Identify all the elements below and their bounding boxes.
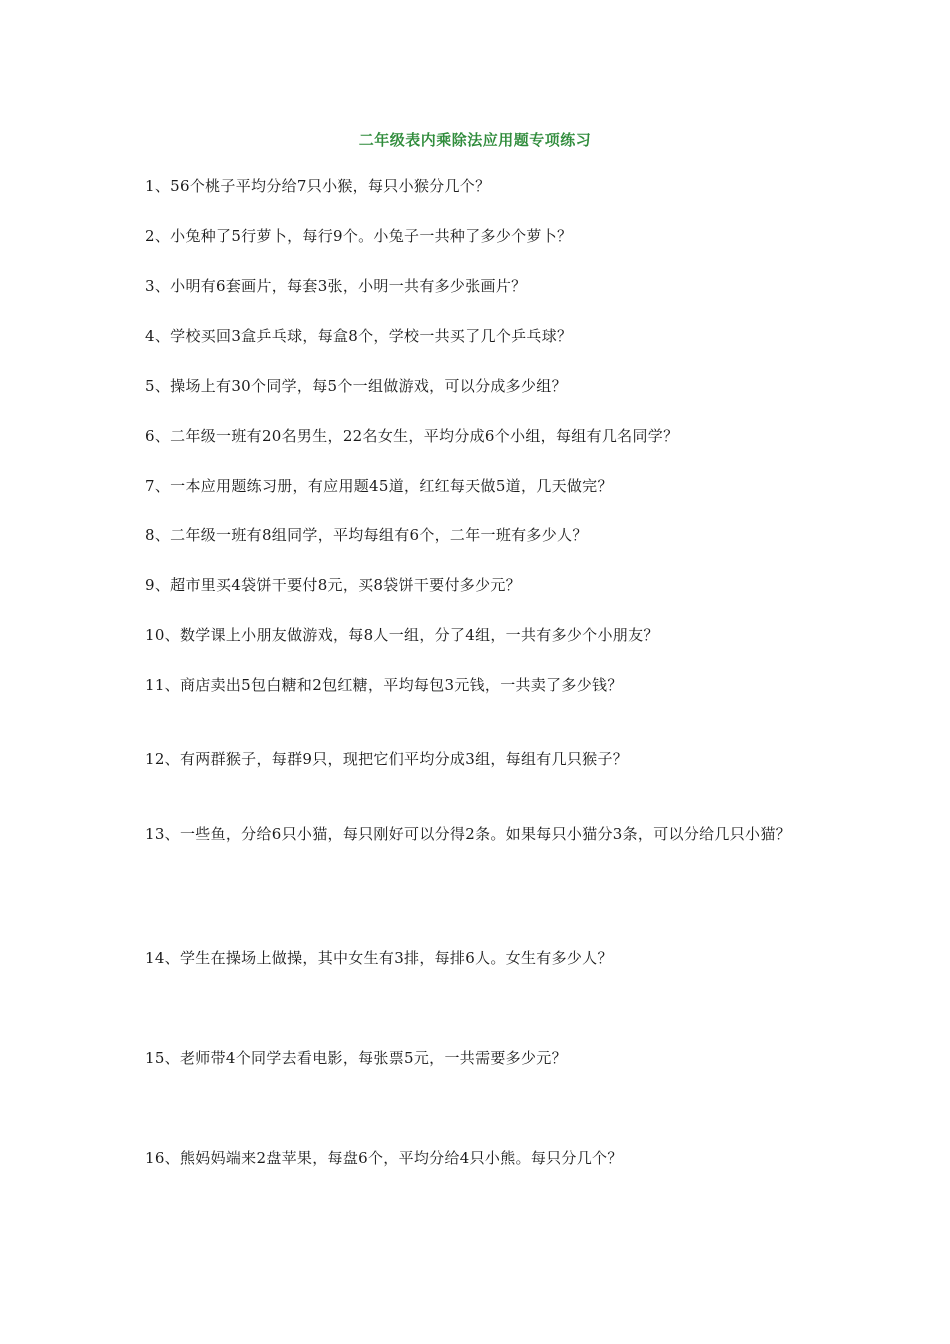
- question-3: 3、小明有6套画片，每套3张，小明一共有多少张画片？: [145, 277, 527, 295]
- question-9: 9、超市里买4袋饼干要付8元，买8袋饼干要付多少元？: [145, 576, 521, 594]
- question-10: 10、数学课上小朋友做游戏，每8人一组，分了4组，一共有多少个小朋友？: [145, 626, 659, 644]
- question-15: 15、老师带4个同学去看电影，每张票5元，一共需要多少元？: [145, 1049, 567, 1067]
- question-2: 2、小兔种了5行萝卜，每行9个。小兔子一共种了多少个萝卜？: [145, 227, 573, 245]
- question-7: 7、一本应用题练习册，有应用题45道，红红每天做5道，几天做完？: [145, 477, 613, 495]
- question-13: 13、一些鱼，分给6只小猫，每只刚好可以分得2条。如果每只小猫分3条，可以分给几只小猫？: [145, 825, 791, 843]
- question-12: 12、有两群猴子，每群9只，现把它们平均分成3组，每组有几只猴子？: [145, 750, 629, 768]
- question-5: 5、操场上有30个同学，每5个一组做游戏，可以分成多少组？: [145, 377, 567, 395]
- question-14: 14、学生在操场上做操，其中女生有3排，每排6人。女生有多少人？: [145, 949, 613, 967]
- question-4: 4、学校买回3盒乒乓球，每盒8个，学校一共买了几个乒乓球？: [145, 327, 573, 345]
- question-1: 1、56个桃子平均分给7只小猴，每只小猴分几个？: [145, 177, 491, 195]
- question-16: 16、熊妈妈端来2盘苹果，每盘6个，平均分给4只小熊。每只分几个？: [145, 1149, 623, 1167]
- question-11: 11、商店卖出5包白糖和2包红糖，平均每包3元钱，一共卖了多少钱？: [145, 676, 623, 694]
- question-6: 6、二年级一班有20名男生，22名女生，平均分成6个小组，每组有几名同学？: [145, 427, 679, 445]
- document-title: 二年级表内乘除法应用题专项练习: [358, 131, 592, 149]
- question-8: 8、二年级一班有8组同学，平均每组有6个，二年一班有多少人？: [145, 526, 588, 544]
